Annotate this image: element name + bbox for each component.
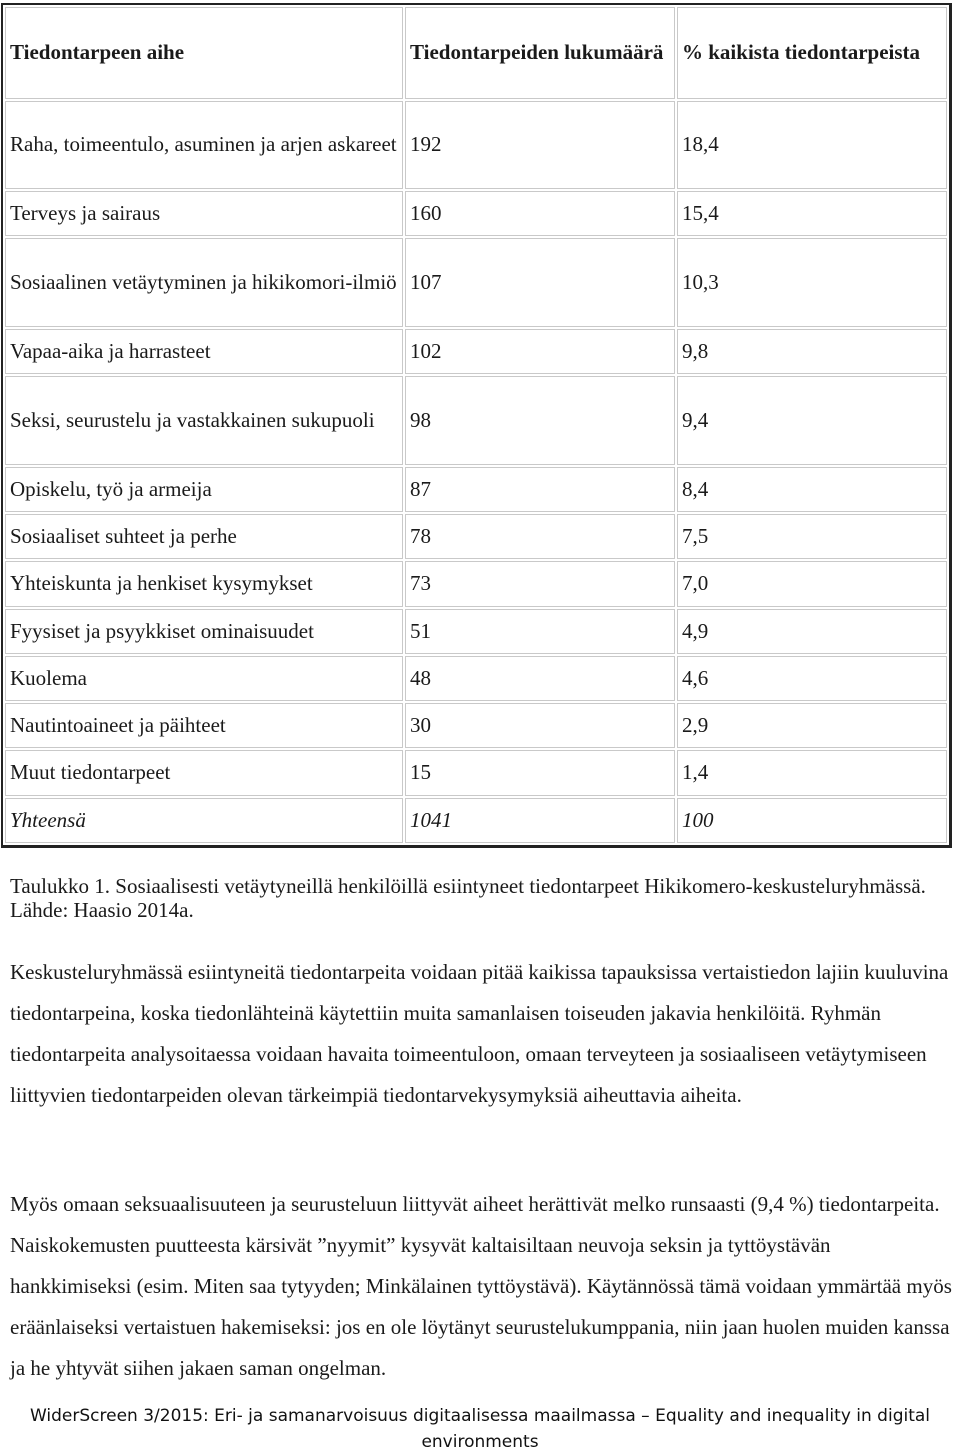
info-needs-table [3, 5, 949, 845]
cell-topic: Kuolema [5, 656, 403, 701]
cell-percent: 7,0 [677, 561, 947, 606]
cell-count: 78 [405, 514, 675, 559]
cell-topic: Seksi, seurustelu ja vastakkainen sukupuoli [5, 376, 403, 465]
cell-count: 30 [405, 703, 675, 748]
cell-count: 192 [405, 101, 675, 190]
cell-percent: 2,9 [677, 703, 947, 748]
cell-percent: 9,8 [677, 329, 947, 374]
header-count: Tiedontarpeiden lukumäärä [405, 7, 675, 99]
table-row [5, 238, 947, 327]
cell-count: 98 [405, 376, 675, 465]
cell-topic: Nautintoaineet ja päihteet [5, 703, 403, 748]
header-topic: Tiedontarpeen aihe [5, 7, 403, 99]
cell-count: 107 [405, 238, 675, 327]
table-caption: Taulukko 1. Sosiaalisesti vetäytyneillä henkilöillä esiintyneet tiedontarpeet Hikikomero-keskusteluryhmässä. Lähde: Haasio 2014a. [10, 874, 926, 922]
cell-topic: Sosiaaliset suhteet ja perhe [5, 514, 403, 559]
cell-topic: Vapaa-aika ja harrasteet [5, 329, 403, 374]
cell-topic: Raha, toimeentulo, asuminen ja arjen askareet [5, 101, 403, 190]
cell-topic: Fyysiset ja psyykkiset ominaisuudet [5, 609, 403, 654]
table-row [5, 191, 947, 236]
cell-count: 160 [405, 191, 675, 236]
total-count: 1041 [405, 798, 675, 843]
body-paragraph-1: Keskusteluryhmässä esiintyneitä tiedontarpeita voidaan pitää kaikissa tapauksissa vertaistiedon lajiin kuuluvina tiedontarpeina, koska tiedonlähteinä käytettiin muita samanlaisen toiseuden jakavia henkilöitä. Ryhmän tiedontarpeita analysoitaessa voidaan havaita toimeentuloon, omaan terveyteen ja sosiaaliseen vetäytymiseen liittyvien tiedontarpeiden olevan tärkeimpiä tiedontarvekysymyksiä aiheuttavia aiheita. [10, 960, 949, 1107]
table-row [5, 703, 947, 748]
cell-percent: 10,3 [677, 238, 947, 327]
table-row [5, 514, 947, 559]
cell-percent: 18,4 [677, 101, 947, 190]
cell-percent: 4,9 [677, 609, 947, 654]
cell-count: 102 [405, 329, 675, 374]
cell-percent: 7,5 [677, 514, 947, 559]
table-row [5, 656, 947, 701]
total-label: Yhteensä [5, 798, 403, 843]
cell-count: 15 [405, 750, 675, 795]
cell-topic: Opiskelu, työ ja armeija [5, 467, 403, 512]
body-paragraph-2: Myös omaan seksuaalisuuteen ja seurusteluun liittyvät aiheet herättivät melko runsaasti (9,4 %) tiedontarpeita. Naiskokemusten puutteesta kärsivät ”nyymit” kysyvät kaltaisiltaan neuvoja seksin ja tyttöystävän hankkimiseksi (esim. Miten saa tytyyden; Minkälainen tyttöystävä). Käytännössä tämä voidaan ymmärtää myös eräänlaiseksi vertaistuen hakemiseksi: jos en ole löytänyt seurustelukumppania, niin jaan huolen muiden kanssa ja he yhtyvät siihen jakaen saman ongelman. [10, 1192, 952, 1380]
cell-percent: 8,4 [677, 467, 947, 512]
cell-topic: Sosiaalinen vetäytyminen ja hikikomori-ilmiö [5, 238, 403, 327]
cell-percent: 9,4 [677, 376, 947, 465]
table-row [5, 609, 947, 654]
cell-topic: Yhteiskunta ja henkiset kysymykset [5, 561, 403, 606]
info-needs-table-frame [1, 3, 952, 848]
cell-count: 48 [405, 656, 675, 701]
cell-topic: Terveys ja sairaus [5, 191, 403, 236]
table-row [5, 376, 947, 465]
table-row [5, 329, 947, 374]
cell-topic: Muut tiedontarpeet [5, 750, 403, 795]
header-percent: % kaikista tiedontarpeista [677, 7, 947, 99]
table-row [5, 467, 947, 512]
table-header-row [5, 7, 947, 99]
table-total-row [5, 798, 947, 843]
table-row [5, 750, 947, 795]
cell-percent: 1,4 [677, 750, 947, 795]
cell-count: 51 [405, 609, 675, 654]
cell-count: 87 [405, 467, 675, 512]
table-row [5, 101, 947, 190]
cell-percent: 4,6 [677, 656, 947, 701]
cell-count: 73 [405, 561, 675, 606]
page-footer: WiderScreen 3/2015: Eri- ja samanarvoisuus digitaalisessa maailmassa – Equality and inequality in digital environments [29, 1406, 931, 1452]
cell-percent: 15,4 [677, 191, 947, 236]
table-row [5, 561, 947, 606]
total-percent: 100 [677, 798, 947, 843]
